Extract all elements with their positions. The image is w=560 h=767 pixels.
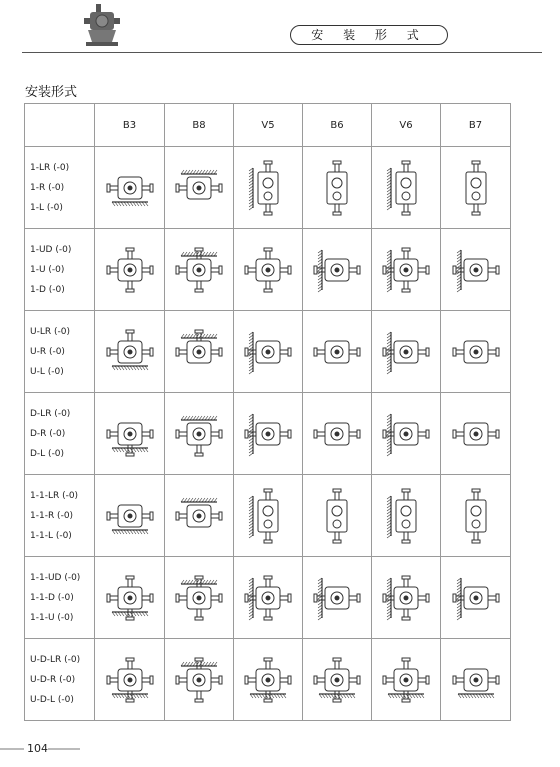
gearbox-mounting-diagram-icon [309, 157, 365, 219]
column-header: B8 [165, 104, 234, 147]
model-code: U-R (-0) [30, 346, 65, 357]
mounting-diagram-cell [303, 229, 372, 311]
mounting-diagram-cell [372, 393, 441, 475]
gearbox-mounting-diagram-icon [102, 485, 158, 547]
model-code: D-L (-0) [30, 448, 65, 459]
mounting-diagram-cell [372, 475, 441, 557]
footer-rule [0, 748, 24, 750]
mounting-diagram-cell [165, 311, 234, 393]
gearbox-mounting-diagram-icon [378, 403, 434, 465]
table-header-row [25, 104, 511, 147]
mounting-diagram-cell [165, 393, 234, 475]
model-code: 1-U (-0) [30, 264, 65, 275]
mounting-diagram-cell [441, 311, 511, 393]
column-header: V6 [372, 104, 441, 147]
gearbox-mounting-diagram-icon [171, 157, 227, 219]
column-header: V5 [234, 104, 303, 147]
row-label [25, 311, 95, 393]
mounting-diagram-cell [441, 475, 511, 557]
gearbox-mounting-diagram-icon [378, 239, 434, 301]
model-code: 1-1-UD (-0) [30, 572, 81, 583]
gearbox-mounting-diagram-icon [448, 649, 504, 711]
model-code: 1-1-L (-0) [30, 530, 72, 541]
gearbox-mounting-diagram-icon [171, 567, 227, 629]
gearbox-mounting-diagram-icon [102, 321, 158, 383]
gearbox-mounting-diagram-icon [240, 485, 296, 547]
gearbox-mounting-diagram-icon [240, 157, 296, 219]
table-row [25, 639, 511, 721]
mounting-diagram-cell [441, 639, 511, 721]
mounting-diagram-cell [165, 229, 234, 311]
row-label [25, 393, 95, 475]
gearbox-mounting-diagram-icon [309, 485, 365, 547]
gearbox-mounting-diagram-icon [378, 649, 434, 711]
gearbox-mounting-diagram-icon [378, 321, 434, 383]
gearbox-logo-icon [82, 2, 122, 48]
gearbox-mounting-diagram-icon [102, 403, 158, 465]
mounting-diagram-cell [303, 639, 372, 721]
gearbox-mounting-diagram-icon [448, 239, 504, 301]
gearbox-mounting-diagram-icon [240, 403, 296, 465]
table-row [25, 147, 511, 229]
mounting-diagram-cell [234, 639, 303, 721]
gearbox-mounting-diagram-icon [171, 321, 227, 383]
mounting-diagram-cell [303, 393, 372, 475]
table-row [25, 229, 511, 311]
gearbox-mounting-diagram-icon [309, 649, 365, 711]
mounting-diagram-cell [234, 311, 303, 393]
mounting-diagram-cell [95, 639, 165, 721]
header-title: 安 装 形 式 [290, 25, 448, 45]
mounting-diagram-cell [303, 147, 372, 229]
gearbox-mounting-diagram-icon [240, 567, 296, 629]
section-title: 安装形式 [25, 85, 78, 100]
gearbox-mounting-diagram-icon [448, 567, 504, 629]
mounting-diagram-cell [234, 147, 303, 229]
gearbox-mounting-diagram-icon [309, 239, 365, 301]
gearbox-mounting-diagram-icon [448, 321, 504, 383]
model-code: 1-1-U (-0) [30, 612, 74, 623]
mounting-diagram-cell [95, 393, 165, 475]
model-code: D-R (-0) [30, 428, 66, 439]
row-label [25, 229, 95, 311]
model-code: 1-LR (-0) [30, 162, 70, 173]
mounting-diagram-cell [372, 639, 441, 721]
footer-rule [48, 748, 80, 750]
gearbox-mounting-diagram-icon [309, 403, 365, 465]
table-row [25, 557, 511, 639]
mounting-diagram-cell [303, 311, 372, 393]
gearbox-mounting-diagram-icon [448, 485, 504, 547]
mounting-diagram-cell [234, 475, 303, 557]
gearbox-mounting-diagram-icon [102, 157, 158, 219]
gearbox-mounting-diagram-icon [171, 403, 227, 465]
gearbox-mounting-diagram-icon [102, 649, 158, 711]
mounting-diagram-cell [234, 393, 303, 475]
gearbox-mounting-diagram-icon [102, 239, 158, 301]
model-code: D-LR (-0) [30, 408, 71, 419]
column-header: B6 [303, 104, 372, 147]
page-number: 104 [27, 742, 48, 755]
model-code: 1-1-D (-0) [30, 592, 74, 603]
mounting-diagram-cell [165, 557, 234, 639]
model-code: U-D-L (-0) [30, 694, 74, 705]
mounting-diagram-cell [165, 639, 234, 721]
row-label [25, 639, 95, 721]
mounting-diagram-cell [441, 393, 511, 475]
mounting-diagram-cell [165, 475, 234, 557]
gearbox-mounting-diagram-icon [240, 649, 296, 711]
model-code: 1-R (-0) [30, 182, 65, 193]
gearbox-mounting-diagram-icon [309, 321, 365, 383]
gearbox-mounting-diagram-icon [378, 157, 434, 219]
model-code: U-D-R (-0) [30, 674, 76, 685]
mounting-table [24, 103, 511, 721]
model-code: U-L (-0) [30, 366, 64, 377]
header-rule [22, 52, 542, 53]
mounting-diagram-cell [441, 147, 511, 229]
row-label [25, 147, 95, 229]
mounting-diagram-cell [303, 557, 372, 639]
mounting-diagram-cell [165, 147, 234, 229]
model-code: 1-1-R (-0) [30, 510, 74, 521]
model-code: 1-L (-0) [30, 202, 63, 213]
mounting-diagram-cell [95, 557, 165, 639]
gearbox-mounting-diagram-icon [102, 567, 158, 629]
mounting-diagram-cell [372, 229, 441, 311]
mounting-diagram-cell [441, 557, 511, 639]
gearbox-mounting-diagram-icon [309, 567, 365, 629]
mounting-diagram-cell [95, 311, 165, 393]
gearbox-mounting-diagram-icon [171, 649, 227, 711]
gearbox-mounting-diagram-icon [448, 403, 504, 465]
header-corner [25, 104, 95, 147]
column-header: B3 [95, 104, 165, 147]
gearbox-mounting-diagram-icon [378, 567, 434, 629]
mounting-diagram-cell [372, 557, 441, 639]
gearbox-mounting-diagram-icon [171, 239, 227, 301]
gearbox-mounting-diagram-icon [240, 239, 296, 301]
table-row [25, 311, 511, 393]
mounting-diagram-cell [441, 229, 511, 311]
row-label [25, 557, 95, 639]
mounting-diagram-cell [303, 475, 372, 557]
gearbox-mounting-diagram-icon [240, 321, 296, 383]
mounting-diagram-cell [95, 475, 165, 557]
gearbox-mounting-diagram-icon [378, 485, 434, 547]
mounting-diagram-cell [95, 229, 165, 311]
row-label [25, 475, 95, 557]
mounting-diagram-cell [95, 147, 165, 229]
model-code: U-D-LR (-0) [30, 654, 81, 665]
column-header: B7 [441, 104, 511, 147]
model-code: 1-D (-0) [30, 284, 65, 295]
table-row [25, 475, 511, 557]
mounting-diagram-cell [234, 229, 303, 311]
mounting-diagram-cell [234, 557, 303, 639]
gearbox-mounting-diagram-icon [171, 485, 227, 547]
model-code: 1-1-LR (-0) [30, 490, 79, 501]
gearbox-mounting-diagram-icon [448, 157, 504, 219]
mounting-diagram-cell [372, 311, 441, 393]
mounting-diagram-cell [372, 147, 441, 229]
table-row [25, 393, 511, 475]
model-code: 1-UD (-0) [30, 244, 72, 255]
model-code: U-LR (-0) [30, 326, 70, 337]
